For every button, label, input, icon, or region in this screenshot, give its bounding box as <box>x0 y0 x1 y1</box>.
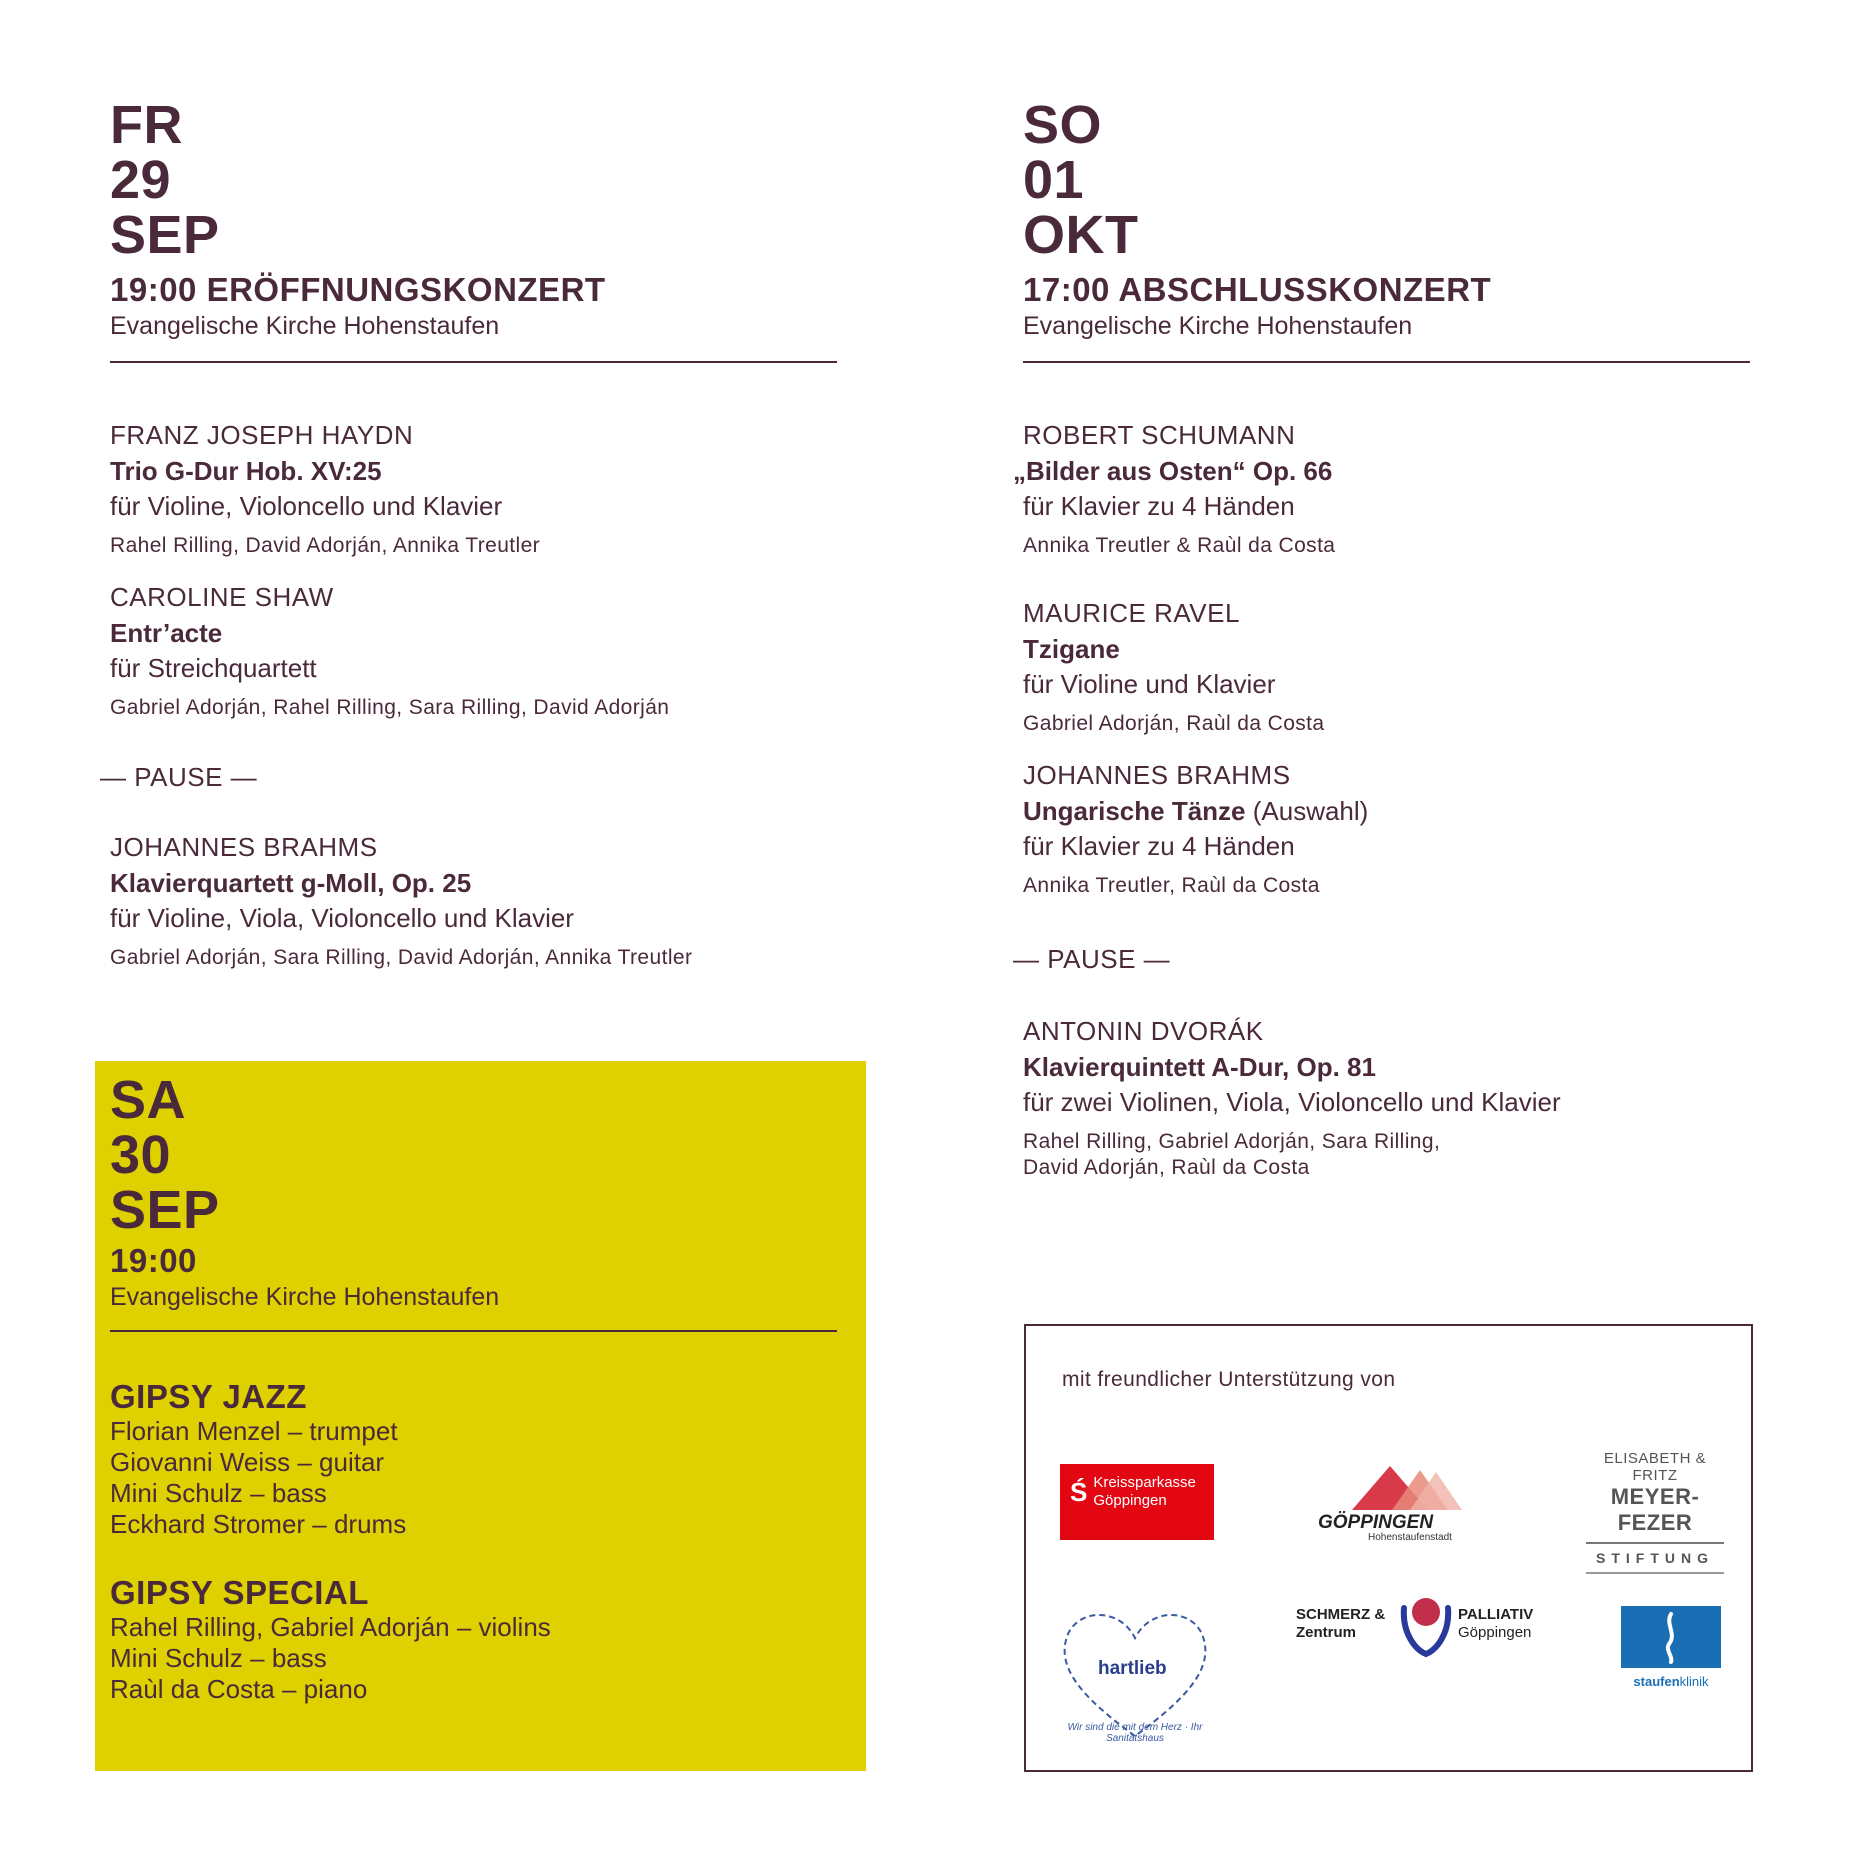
group-member: Mini Schulz – bass <box>110 1478 327 1508</box>
sponsors-label: mit freundlicher Unterstützung von <box>1062 1368 1396 1391</box>
friday-divider <box>110 361 837 363</box>
work-title: Tzigane <box>1023 634 1120 664</box>
sunday-section <box>1013 95 1783 1181</box>
kreissparkasse-city: Göppingen <box>1093 1492 1167 1509</box>
composer-name: JOHANNES BRAHMS <box>110 832 378 862</box>
hartlieb-name: hartlieb <box>1098 1658 1167 1679</box>
sunday-divider <box>1023 361 1750 363</box>
palliativ-right2: Göppingen <box>1458 1624 1532 1641</box>
kreissparkasse-logo <box>1060 1464 1214 1540</box>
goeppingen-name: GÖPPINGEN <box>1318 1512 1434 1533</box>
instrumentation: für zwei Violinen, Viola, Violoncello und Klavier <box>1023 1087 1561 1117</box>
performers: Gabriel Adorján, Rahel Rilling, Sara Rilling, David Adorján <box>110 696 670 719</box>
gipsy-jazz-group <box>110 1378 850 1540</box>
palliativ-left2: Zentrum <box>1296 1624 1356 1641</box>
instrumentation: für Violine und Klavier <box>1023 669 1276 699</box>
palliativ-figure-icon <box>1396 1594 1456 1658</box>
sunday-concert-title: 17:00 ABSCHLUSSKONZERT <box>1023 271 1492 308</box>
saturday-section <box>110 1070 850 1705</box>
work-title <box>1023 793 1783 829</box>
instrumentation: für Klavier zu 4 Händen <box>1023 831 1295 861</box>
meyer-fezer-rule-bottom <box>1586 1572 1724 1574</box>
friday-weekday: FR <box>110 95 183 155</box>
performers: Annika Treutler & Raùl da Costa <box>1023 534 1336 557</box>
group-member: Mini Schulz – bass <box>110 1643 327 1673</box>
spine-icon <box>1621 1606 1721 1668</box>
work-title: Klavierquintett A-Dur, Op. 81 <box>1023 1052 1376 1082</box>
composer-name: ANTONIN DVORÁK <box>1023 1016 1264 1046</box>
sunday-piece-dvorak <box>1023 1015 1783 1181</box>
sunday-weekday: SO <box>1023 95 1103 155</box>
staufenklinik-logo <box>1616 1606 1726 1696</box>
sparkasse-s-icon: Ś <box>1070 1477 1088 1507</box>
work-title: Trio G-Dur Hob. XV:25 <box>110 456 382 486</box>
saturday-date: 30 <box>110 1125 172 1185</box>
friday-piece-brahms <box>110 831 850 971</box>
friday-concert-title: 19:00 ERÖFFNUNGSKONZERT <box>110 271 606 308</box>
friday-piece-haydn <box>110 419 850 559</box>
sunday-pause: — PAUSE — <box>1013 944 1171 974</box>
staufenklinik-rest: klinik <box>1679 1674 1709 1689</box>
friday-month: SEP <box>110 205 220 265</box>
group-member: Rahel Rilling, Gabriel Adorján – violins <box>110 1612 551 1642</box>
saturday-divider <box>110 1330 837 1332</box>
meyer-fezer-line2: MEYER-FEZER <box>1610 1484 1700 1535</box>
kreissparkasse-name: Kreissparkasse <box>1093 1474 1196 1491</box>
performers: Gabriel Adorján, Raùl da Costa <box>1023 712 1325 735</box>
work-note: (Auswahl) <box>1245 796 1369 826</box>
meyer-fezer-logo <box>1586 1450 1724 1574</box>
palliativ-left1: SCHMERZ & <box>1296 1606 1386 1623</box>
saturday-month: SEP <box>110 1180 220 1240</box>
hartlieb-logo <box>1050 1596 1220 1746</box>
goeppingen-sub: Hohenstaufenstadt <box>1368 1532 1452 1543</box>
group-member: Giovanni Weiss – guitar <box>110 1447 385 1477</box>
saturday-weekday: SA <box>110 1070 187 1130</box>
goeppingen-mountains-icon <box>1310 1462 1480 1510</box>
friday-piece-shaw <box>110 581 850 721</box>
group-member: Eckhard Stromer – drums <box>110 1509 407 1539</box>
palliativ-right1: PALLIATIV <box>1458 1606 1534 1623</box>
performers: Annika Treutler, Raùl da Costa <box>1023 874 1320 897</box>
sunday-date: 01 <box>1023 150 1085 210</box>
performers-line: David Adorján, Raùl da Costa <box>1023 1156 1310 1179</box>
gipsy-special-group <box>110 1574 850 1705</box>
instrumentation: für Violine, Viola, Violoncello und Klavier <box>110 903 574 933</box>
friday-venue: Evangelische Kirche Hohenstaufen <box>110 312 500 340</box>
saturday-time: 19:00 <box>110 1242 197 1279</box>
saturday-venue: Evangelische Kirche Hohenstaufen <box>110 1283 500 1311</box>
sunday-month: OKT <box>1023 205 1139 265</box>
friday-section <box>100 95 850 971</box>
composer-name: MAURICE RAVEL <box>1023 598 1240 628</box>
instrumentation: für Violine, Violoncello und Klavier <box>110 491 503 521</box>
composer-name: CAROLINE SHAW <box>110 582 334 612</box>
hartlieb-slogan: Wir sind die mit dem Herz · Ihr Sanitätshaus <box>1067 1722 1203 1744</box>
group-member: Florian Menzel – trumpet <box>110 1416 398 1446</box>
composer-name: JOHANNES BRAHMS <box>1023 760 1291 790</box>
friday-pause: — PAUSE — <box>100 762 258 792</box>
composer-name: FRANZ JOSEPH HAYDN <box>110 420 414 450</box>
group-title: GIPSY SPECIAL <box>110 1574 369 1611</box>
group-title: GIPSY JAZZ <box>110 1378 307 1415</box>
goeppingen-logo <box>1310 1462 1480 1548</box>
sunday-venue: Evangelische Kirche Hohenstaufen <box>1023 312 1413 340</box>
work-title: Klavierquartett g-Moll, Op. 25 <box>110 868 472 898</box>
staufenklinik-bold: staufen <box>1633 1674 1680 1689</box>
composer-name: ROBERT SCHUMANN <box>1023 420 1296 450</box>
meyer-fezer-rule <box>1586 1542 1724 1544</box>
sunday-piece-brahms <box>1023 759 1783 899</box>
work-title: Entr’acte <box>110 618 223 648</box>
sunday-piece-ravel <box>1023 597 1783 737</box>
sunday-piece-schumann <box>1013 419 1783 559</box>
instrumentation: für Klavier zu 4 Händen <box>1023 491 1295 521</box>
work-title: „Bilder aus Osten“ Op. 66 <box>1013 456 1333 486</box>
meyer-fezer-line3: STIFTUNG <box>1596 1550 1714 1566</box>
staufenklinik-emblem <box>1621 1606 1721 1668</box>
instrumentation: für Streichquartett <box>110 653 317 683</box>
performers: Rahel Rilling, David Adorján, Annika Treutler <box>110 534 541 557</box>
friday-date: 29 <box>110 150 172 210</box>
group-member: Raùl da Costa – piano <box>110 1674 368 1704</box>
sponsors-box <box>1024 1324 1753 1772</box>
performers: Gabriel Adorján, Sara Rilling, David Adorján, Annika Treutler <box>110 946 693 969</box>
work-title-main: Ungarische Tänze <box>1023 796 1246 826</box>
palliativ-logo <box>1296 1594 1536 1668</box>
performers <box>1023 1129 1783 1181</box>
meyer-fezer-line1: ELISABETH & FRITZ <box>1603 1450 1707 1484</box>
performers-line: Rahel Rilling, Gabriel Adorján, Sara Rilling, <box>1023 1130 1441 1153</box>
